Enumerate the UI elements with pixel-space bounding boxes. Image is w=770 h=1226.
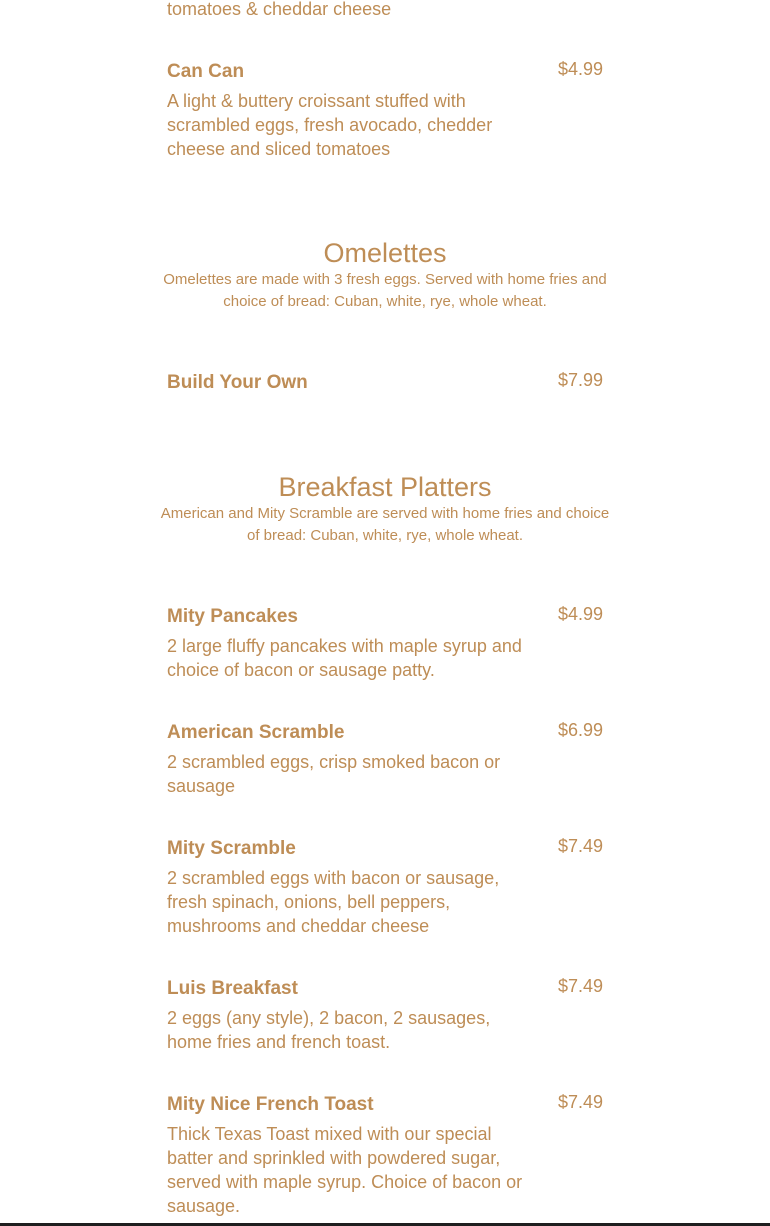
menu-item-description: 2 large fluffy pancakes with maple syrup and choice of bacon or sausage patty. [167, 636, 522, 680]
menu-item-description: 2 eggs (any style), 2 bacon, 2 sausages, home fries and french toast. [167, 1008, 491, 1052]
menu-item-description: A light & buttery croissant stuffed with scrambled eggs, fresh avocado, chedder cheese and sliced tomatoes [167, 91, 493, 159]
menu-item-description: Thick Texas Toast mixed with our special batter and sprinkled with powdered sugar, served with maple syrup. Choice of bacon or sausage. [167, 1124, 523, 1216]
menu-item-description: 2 scrambled eggs with bacon or sausage, fresh spinach, onions, bell peppers, mushrooms and cheddar cheese [167, 868, 500, 936]
menu-item-price: $7.49 [557, 836, 603, 856]
menu-item-name: American Scramble [167, 722, 345, 743]
menu-item-name: Can Can [167, 61, 245, 82]
menu-item-price: $7.49 [557, 976, 603, 996]
menu-item-mity-pancakes [167, 605, 603, 682]
section-title: Omelettes [323, 238, 447, 268]
menu-item-name: Luis Breakfast [167, 978, 298, 999]
menu-item-price: $4.99 [557, 59, 603, 79]
menu-item-name: Mity Pancakes [167, 606, 298, 627]
menu-item-build-your-own [167, 371, 603, 395]
menu-item-price: $4.99 [557, 604, 603, 624]
previous-item-description-fragment: tomatoes & cheddar cheese [167, 0, 392, 19]
section-breakfast-platters-header [160, 471, 610, 547]
menu-item-price: $6.99 [557, 720, 603, 740]
menu-item-description: 2 scrambled eggs, crisp smoked bacon or sausage [167, 752, 501, 796]
menu-item-name: Mity Scramble [167, 838, 296, 859]
section-omelettes-header [160, 237, 610, 313]
menu-item-price: $7.49 [557, 1092, 603, 1112]
menu-item-mity-nice-french-toast [167, 1093, 603, 1218]
menu-item-mity-scramble [167, 837, 603, 938]
section-title: Breakfast Platters [278, 472, 492, 502]
menu-item-american-scramble [167, 721, 603, 798]
menu-item-price: $7.99 [557, 370, 603, 390]
section-note: Omelettes are made with 3 fresh eggs. Served with home fries and choice of bread: Cuban, white, rye, whole wheat. [163, 271, 607, 310]
section-note: American and Mity Scramble are served with home fries and choice of bread: Cuban, white, rye, whole wheat. [160, 505, 610, 544]
menu-item-can-can [167, 60, 603, 161]
menu-item-name: Mity Nice French Toast [167, 1094, 374, 1115]
menu-item-luis-breakfast [167, 977, 603, 1054]
menu-item-name: Build Your Own [167, 372, 308, 393]
